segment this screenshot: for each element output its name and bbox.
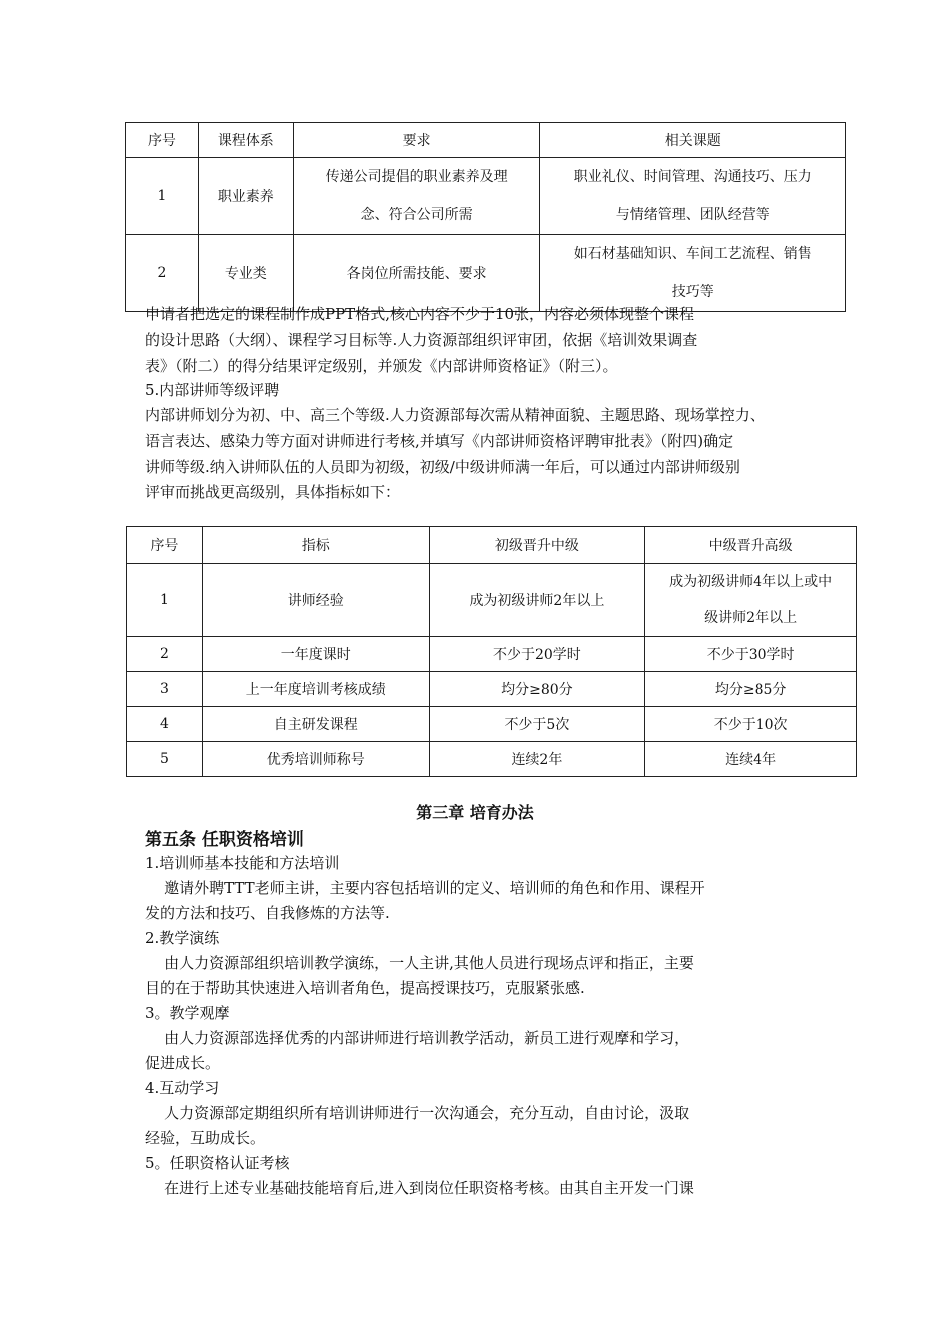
header-cell: 初级晋升中级 — [429, 527, 645, 564]
table-row — [127, 742, 857, 777]
topics-line: 如石材基础知识、车间工艺流程、销售 — [573, 246, 812, 262]
mid-to-senior-cell: 均分≥85分 — [645, 672, 857, 707]
topics-line: 与情绪管理、团队经营等 — [615, 207, 770, 223]
text-line: 由人力资源部选择优秀的内部讲师进行培训教学活动，新员工进行观摩和学习， — [145, 1029, 690, 1047]
text-line: 评审而挑战更高级别，具体指标如下： — [145, 483, 401, 501]
row-number: 1 — [127, 564, 203, 637]
mid-to-senior-cell: 不少于10次 — [645, 707, 857, 742]
header-cell: 指标 — [202, 527, 429, 564]
table-header-row — [127, 527, 857, 564]
text-line: 申请者把选定的课程制作成PPT格式,核心内容不少于10张，内容必须体现整个课程 — [145, 305, 695, 323]
topics-line: 技巧等 — [671, 284, 714, 300]
index-cell: 上一年度培训考核成绩 — [202, 672, 429, 707]
text-line: 语言表达、感染力等方面对讲师进行考核,并填写《内部讲师资格评聘审批表》（附四)确定 — [145, 432, 734, 450]
row-number: 1 — [126, 158, 199, 235]
text-line: 发的方法和技巧、自我修炼的方法等. — [145, 904, 390, 922]
header-cell: 课程体系 — [198, 123, 293, 158]
section-heading: 5。任职资格认证考核 — [145, 1154, 290, 1172]
row-number: 2 — [126, 235, 199, 312]
mid-to-senior-cell: 连续4年 — [645, 742, 857, 777]
topics-line: 职业礼仪、时间管理、沟通技巧、压力 — [573, 169, 812, 185]
junior-to-mid-cell: 不少于5次 — [429, 707, 645, 742]
text-line: 促进成长。 — [145, 1054, 221, 1072]
index-cell: 一年度课时 — [202, 637, 429, 672]
row-number: 5 — [127, 742, 203, 777]
junior-to-mid-cell: 连续2年 — [429, 742, 645, 777]
text-line: 经验，互助成长。 — [145, 1129, 266, 1147]
text-line: 讲师等级.纳入讲师队伍的人员即为初级，初级/中级讲师满一年后，可以通过内部讲师级别 — [145, 458, 740, 476]
requirement-line: 传递公司提倡的职业素养及理 — [325, 169, 508, 185]
text-line: 在进行上述专业基础技能培育后,进入到岗位任职资格考核。由其自主开发一门课 — [145, 1179, 694, 1197]
article-title: 第五条 任职资格培训 — [145, 830, 304, 850]
table-row — [127, 707, 857, 742]
table-row — [127, 672, 857, 707]
header-cell: 序号 — [127, 527, 203, 564]
chapter-title: 第三章 培育办法 — [416, 803, 534, 822]
lecturer-level-table — [126, 526, 857, 777]
text-line: 邀请外聘TTT老师主讲，主要内容包括培训的定义、培训师的角色和作用、课程开 — [145, 879, 705, 897]
header-cell: 中级晋升高级 — [645, 527, 857, 564]
index-cell: 自主研发课程 — [202, 707, 429, 742]
junior-to-mid-cell: 成为初级讲师2年以上 — [429, 564, 645, 637]
mid-to-senior-cell — [645, 564, 857, 637]
text-line: 由人力资源部组织培训教学演练，一人主讲,其他人员进行现场点评和指正，主要 — [145, 954, 694, 972]
requirement-cell — [293, 158, 540, 235]
row-number: 4 — [127, 707, 203, 742]
index-cell: 优秀培训师称号 — [202, 742, 429, 777]
course-system-cell: 专业类 — [198, 235, 293, 312]
row-number: 3 — [127, 672, 203, 707]
header-cell: 相关课题 — [540, 123, 846, 158]
mid-to-senior-line: 级讲师2年以上 — [704, 610, 798, 626]
course-system-cell: 职业素养 — [198, 158, 293, 235]
mid-to-senior-line: 成为初级讲师4年以上或中 — [669, 574, 833, 590]
header-cell: 要求 — [293, 123, 540, 158]
course-system-table — [125, 122, 846, 312]
junior-to-mid-cell: 均分≥80分 — [429, 672, 645, 707]
section-heading: 3。教学观摩 — [145, 1004, 230, 1022]
section-heading: 2.教学演练 — [145, 929, 220, 947]
section-heading: 4.互动学习 — [145, 1079, 220, 1097]
text-line: 内部讲师划分为初、中、高三个等级.人力资源部每次需从精神面貌、主题思路、现场掌控力、 — [145, 406, 765, 424]
junior-to-mid-cell: 不少于20学时 — [429, 637, 645, 672]
text-line: 的设计思路（大纲）、课程学习目标等.人力资源部组织评审团，依据《培训效果调查 — [145, 331, 698, 349]
header-cell: 序号 — [126, 123, 199, 158]
table-row — [126, 158, 846, 235]
topics-cell — [540, 235, 846, 312]
mid-to-senior-cell: 不少于30学时 — [645, 637, 857, 672]
topics-cell — [540, 158, 846, 235]
text-line: 目的在于帮助其快速进入培训者角色，提高授课技巧，克服紧张感. — [145, 979, 585, 997]
text-line: 人力资源部定期组织所有培训讲师进行一次沟通会，充分互动，自由讨论，汲取 — [145, 1104, 690, 1122]
table-row — [126, 235, 846, 312]
index-cell: 讲师经验 — [202, 564, 429, 637]
text-line: 表》（附二）的得分结果评定级别，并颁发《内部讲师资格证》（附三）。 — [145, 357, 618, 375]
table-header-row — [126, 123, 846, 158]
table-row — [127, 564, 857, 637]
row-number: 2 — [127, 637, 203, 672]
table-row — [127, 637, 857, 672]
section-heading: 1.培训师基本技能和方法培训 — [145, 854, 340, 872]
requirement-line: 念、符合公司所需 — [360, 207, 473, 223]
requirement-cell: 各岗位所需技能、要求 — [293, 235, 540, 312]
section-heading: 5.内部讲师等级评聘 — [145, 381, 280, 399]
